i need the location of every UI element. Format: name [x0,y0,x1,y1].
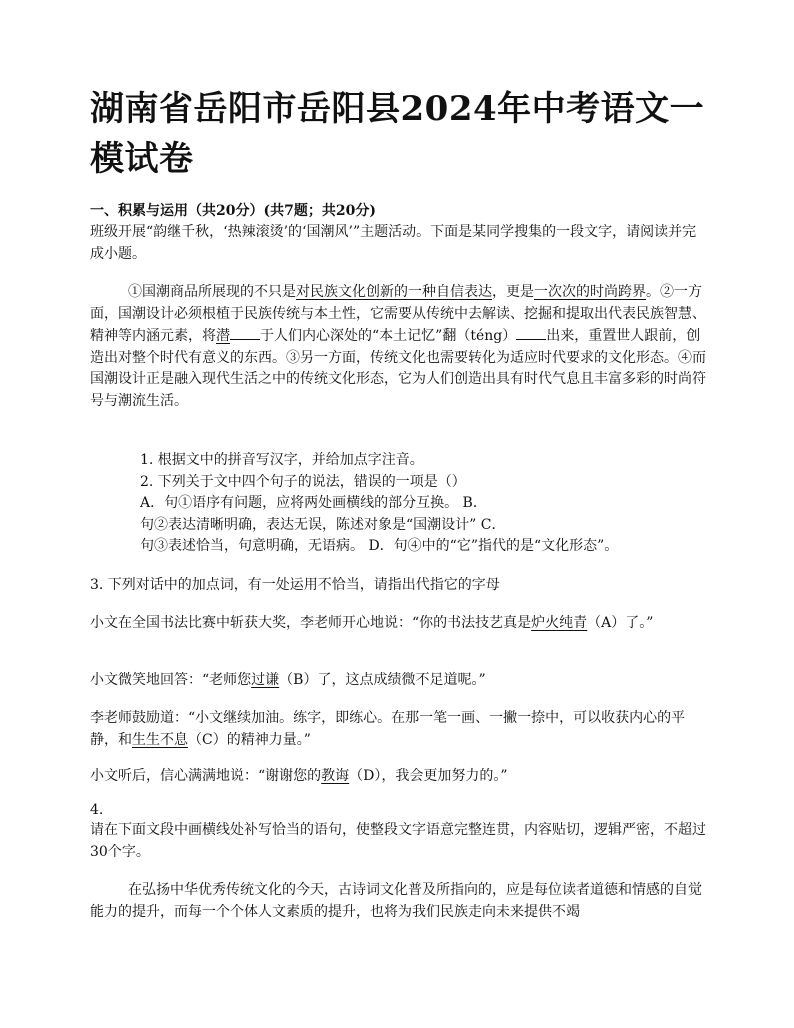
intro-paragraph: 班级开展“韵继千秋，‘热辣滚烫’的‘国潮风’”主题活动。下面是某同学搜集的一段文字，请阅读并完成小题。 [90,224,697,262]
question-3-prompt: 3. 下列对话中的加点词，有一处运用不恰当，请指出代指它的字母 [90,577,500,593]
page-title: 湖南省岳阳市岳阳县2024年中考语文一模试卷 [90,89,705,179]
option-b: 句②表达清晰明确，表达无误，陈述对象是“国潮设计” C． [140,516,506,533]
question-4-number: 4. [90,802,104,818]
dialogue-text: 李老师鼓励道：“小文继续加油。练字，即练心。在那一笔一画、一撇一捺中，可以收获内心的平静，和 [90,710,686,748]
underlined-char: 潜 [216,328,230,344]
dialogue-line-2 [90,670,710,692]
option-c-d: 句③表述恰当，句意明确，无语病。 D．句④中的“它”指代的是“文化形态”。 [140,538,619,554]
question-4-prompt: 请在下面文段中画横线处补写恰当的语句，使整段文字语意完整连贯，内容贴切，逻辑严密，不超过30个字。 [90,822,706,860]
passage-text: 。②一方面，国潮设计必须根植于民族传统与本土性，它需要从传统中去解读、挖掘和提取出代表民族智慧、精神等内涵元素，将 [90,284,706,344]
passage-text: 出来，重置世人跟前，创造出对整个时代有意义的东西。③另一方面，传统文化也需要转化为适应时代要求的文化形态。④而国潮设计正是融入现代生活之中的传统文化形态，它为人们创造出具有时代气息且丰富多彩的时尚符号与潮流生活。 [90,328,706,409]
dialogue-line-4 [90,766,710,788]
dialogue-text: （C）的精神力量。” [188,731,311,748]
dialogue-text: （D），我会更加努力的。” [349,768,508,784]
dialogue-text: （A）了。” [587,615,654,631]
dialogue-text: 小文在全国书法比赛中斩获大奖，李老师开心地说：“你的书法技艺真是 [90,615,532,631]
passage-paragraph [90,282,710,412]
question-4-passage: 在弘扬中华优秀传统文化的今天，古诗词文化普及所指向的，应是每位读者道德和情感的自觉能力的提升，而每一个个体人文素质的提升，也将为我们民族走向未来提供不竭 [90,882,702,920]
option-a: A．句①语序有问题，应将两处画横线的部分互换。 B． [140,495,487,511]
question-list [140,450,700,558]
underlined-word: 过谦 [251,672,280,688]
passage-text: ，更是 [492,284,534,300]
dialogue-text: 小文听后，信心满满地说：“谢谢您的 [90,768,322,784]
dialogue-line-3 [90,708,710,751]
passage-text: ①国潮商品所展现的不只是 [128,284,296,300]
fill-blank [516,325,546,340]
dialogue-text: （B）了，这点成绩微不足道呢。” [279,672,486,688]
dialogue-text: 小文微笑地回答：“老师您 [90,672,252,688]
question-1: 1. 根据文中的拼音写汉字，并给加点字注音。 [140,452,424,468]
underlined-phrase: 一次次的时尚跨界 [534,284,646,300]
underlined-phrase: 对民族文化创新的一种自信表达 [296,284,492,300]
underlined-word: 生生不息 [132,731,188,748]
underlined-word: 炉火纯青 [531,615,588,631]
section-heading: 一、积累与运用（共20分）(共7题；共20分) [90,203,376,219]
fill-blank [230,325,260,340]
underlined-word: 教诲 [321,768,350,784]
passage-text: 于人们内心深处的“本土记忆”翻（téng） [260,328,517,344]
dialogue-line-1 [90,613,710,635]
question-2: 2. 下列关于文中四个句子的说法，错误的一项是（） [140,473,466,490]
